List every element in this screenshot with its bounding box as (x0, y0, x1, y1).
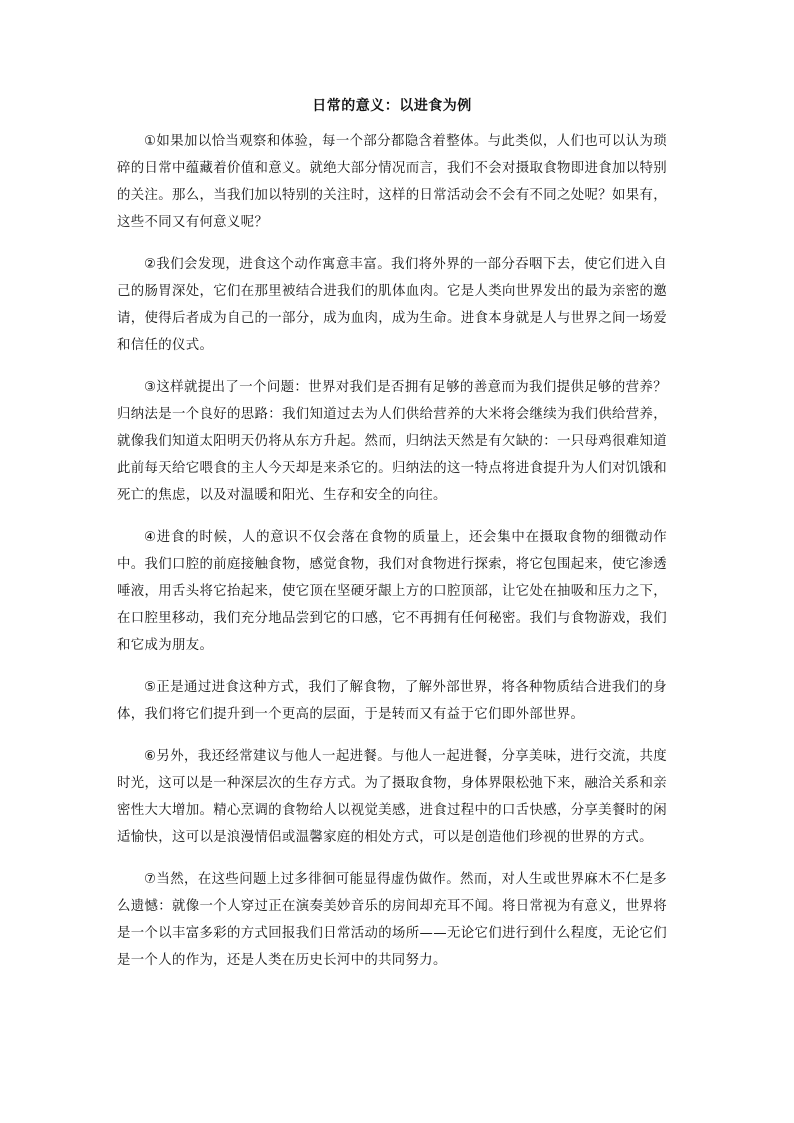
paragraph-5: ⑤正是通过进食这种方式，我们了解食物，了解外部世界，将各种物质结合进我们的身体，我们将它们提升到一个更高的层面，于是转而又有益于它们即外部世界。 (117, 680, 667, 722)
paragraph-1: ①如果加以恰当观察和体验，每一个部分都隐含着整体。与此类似，人们也可以认为琐碎的日常中蕴藏着价值和意义。就绝大部分情况而言，我们不会对摄取食物即进食加以特别的关注。那么，当我们加以特别的关注时，这样的日常活动会不会有不同之处呢？如果有，这些不同又有何意义呢？ (117, 134, 667, 230)
document-body (117, 96, 667, 989)
paragraph-4: ④进食的时候，人的意识不仅会落在食物的质量上，还会集中在摄取食物的细微动作中。我们口腔的前庭接触食物，感觉食物，我们对食物进行探索，将它包围起来，使它渗透唾液，用舌头将它抬起来，使它顶在坚硬牙龈上方的口腔顶部，让它处在抽吸和压力之下，在口腔里移动，我们充分地品尝到它的口感，它不再拥有任何秘密。我们与食物游戏，我们和它成为朋友。 (117, 530, 667, 653)
paragraph-6: ⑥另外，我还经常建议与他人一起进餐。与他人一起进餐，分享美味，进行交流，共度时光，这可以是一种深层次的生存方式。为了摄取食物，身体界限松弛下来，融洽关系和亲密性大大增加。精心烹调的食物给人以视觉美感，进食过程中的口舌快感，分享美餐时的闲适愉快，这可以是浪漫情侣或温馨家庭的相处方式，可以是创造他们珍视的世界的方式。 (117, 749, 667, 845)
paragraph-2: ②我们会发现，进食这个动作寓意丰富。我们将外界的一部分吞咽下去，使它们进入自己的肠胃深处，它们在那里被结合进我们的肌体血肉。它是人类向世界发出的最为亲密的邀请，使得后者成为自己的一部分，成为血肉，成为生命。进食本身就是人与世界之间一场爱和信任的仪式。 (117, 257, 667, 353)
paragraph-7: ⑦当然，在这些问题上过多徘徊可能显得虚伪做作。然而，对人生或世界麻木不仁是多么遗憾：就像一个人穿过正在演奏美妙音乐的房间却充耳不闻。将日常视为有意义，世界将是一个以丰富多彩的方式回报我们日常活动的场所——无论它们进行到什么程度，无论它们是一个人的作为，还是人类在历史长河中的共同努力。 (117, 872, 667, 968)
document-title: 日常的意义：以进食为例 (312, 98, 472, 114)
paragraph-3: ③这样就提出了一个问题：世界对我们是否拥有足够的善意而为我们提供足够的营养？归纳法是一个良好的思路：我们知道过去为人们供给营养的大米将会继续为我们供给营养，就像我们知道太阳明天仍将从东方升起。然而，归纳法天然是有欠缺的：一只母鸡很难知道此前每天给它喂食的主人今天却是来杀它的。归纳法的这一特点将进食提升为人们对饥饿和死亡的焦虑，以及对温暖和阳光、生存和安全的向往。 (117, 380, 667, 503)
